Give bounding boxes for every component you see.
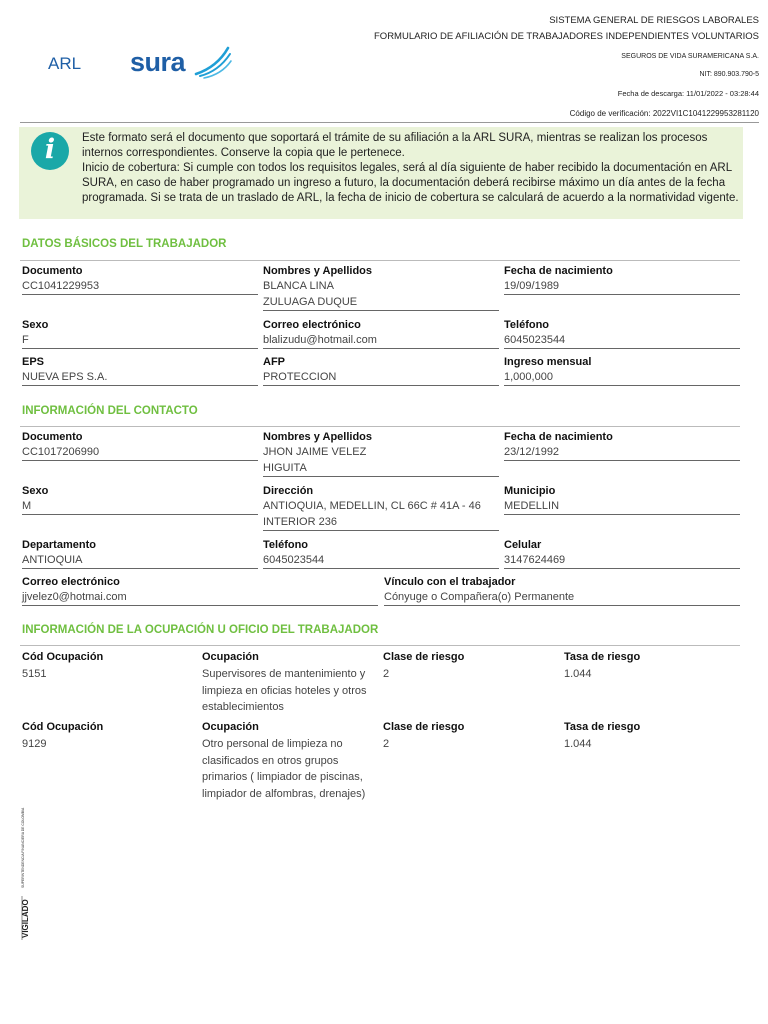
field-label: Fecha de nacimiento	[504, 431, 613, 443]
worker-sexo-field	[22, 318, 258, 349]
field-value: 6045023544	[504, 332, 740, 349]
field-value: 2	[383, 738, 390, 750]
sura-swoosh-icon	[194, 44, 234, 80]
worker-documento-field	[22, 264, 258, 295]
arl-sura-logo	[18, 30, 258, 102]
field-label: Vínculo con el trabajador	[384, 576, 516, 588]
worker-correo-field	[263, 318, 499, 349]
field-label: AFP	[263, 356, 285, 368]
contact-telefono-field	[263, 538, 499, 569]
field-value: 9129	[22, 738, 47, 750]
occupation-line: Otro personal de limpieza no	[202, 738, 343, 750]
field-label: Documento	[22, 265, 83, 277]
occupation-cod-field	[22, 650, 192, 682]
section-title-occupation: INFORMACIÓN DE LA OCUPACIÓN U OFICIO DEL TRABAJADOR	[22, 624, 379, 636]
info-icon: i	[31, 132, 69, 170]
sura-logo-text: sura	[130, 47, 186, 77]
field-label: Sexo	[22, 485, 49, 497]
occupation-description	[202, 666, 380, 716]
field-label: Nombres y Apellidos	[263, 431, 373, 443]
occupation-description	[202, 736, 380, 802]
field-label: Ingreso mensual	[504, 356, 592, 368]
field-label: Ocupación	[202, 721, 259, 733]
header-form-title: FORMULARIO DE AFILIACIÓN DE TRABAJADORES INDEPENDIENTES VOLUNTARIOS	[374, 31, 759, 42]
occupation-line: clasificados en otros grupos	[202, 754, 339, 767]
contact-direccion-field	[263, 484, 499, 531]
occupation-tasa-field	[564, 720, 734, 752]
occupation-line: Supervisores de mantenimiento y	[202, 668, 366, 680]
field-label: Departamento	[22, 539, 96, 551]
vigilado-stamp	[18, 800, 32, 940]
field-value: 1.044	[564, 738, 592, 750]
occupation-name-field	[202, 720, 380, 802]
field-value: ZULUAGA DUQUE	[263, 294, 499, 311]
field-label: Sexo	[22, 319, 49, 331]
worker-nacimiento-field	[504, 264, 740, 295]
field-label: Correo electrónico	[263, 319, 361, 331]
field-label: Documento	[22, 431, 83, 443]
field-label: Fecha de nacimiento	[504, 265, 613, 277]
contact-nombres-field	[263, 430, 499, 477]
field-value: 23/12/1992	[504, 444, 740, 461]
contact-nacimiento-field	[504, 430, 740, 461]
header-nit: NIT: 890.903.790-5	[699, 71, 759, 78]
field-value: 5151	[22, 668, 47, 680]
field-label: Cód Ocupación	[22, 651, 104, 663]
field-label: Correo electrónico	[22, 576, 120, 588]
header-verification-code: Código de verificación: 2022VI1C1041229953281120	[569, 109, 759, 118]
worker-nombres-field	[263, 264, 499, 311]
notice-paragraph-1: Este formato será el documento que soportará el trámite de su afiliación a la ARL SURA, mientras se realizan los procesos internos correspondientes. Conserve la copia que le pertenece.	[82, 132, 708, 159]
field-label: Ocupación	[202, 651, 259, 663]
notice-box	[19, 127, 743, 219]
contact-departamento-field	[22, 538, 258, 569]
field-label: Tasa de riesgo	[564, 721, 641, 733]
field-label: Clase de riesgo	[383, 651, 465, 663]
notice-text	[82, 131, 742, 206]
contact-celular-field	[504, 538, 740, 569]
field-value: 3147624469	[504, 552, 740, 569]
field-value: CC1017206990	[22, 444, 258, 461]
field-label: Teléfono	[504, 319, 550, 331]
field-label: Celular	[504, 539, 542, 551]
field-label: Tasa de riesgo	[564, 651, 641, 663]
field-value: 1,000,000	[504, 369, 740, 386]
occupation-cod-field	[22, 720, 192, 752]
field-value: NUEVA EPS S.A.	[22, 369, 258, 386]
header-download-date: Fecha de descarga: 11/01/2022 - 03:28:44	[617, 89, 759, 98]
arl-logo-text: ARL	[48, 54, 82, 73]
worker-ingreso-field	[504, 355, 740, 386]
worker-telefono-field	[504, 318, 740, 349]
field-value: M	[22, 498, 258, 515]
field-value: MEDELLIN	[504, 498, 740, 515]
worker-afp-field	[263, 355, 499, 386]
occupation-line: establecimientos	[202, 701, 284, 713]
header-divider	[20, 122, 759, 123]
field-value: PROTECCION	[263, 369, 499, 386]
field-value: ANTIOQUIA	[22, 552, 258, 569]
field-label: Nombres y Apellidos	[263, 265, 373, 277]
field-label: Clase de riesgo	[383, 721, 465, 733]
header-system: SISTEMA GENERAL DE RIESGOS LABORALES	[549, 15, 759, 26]
field-label: Municipio	[504, 485, 556, 497]
occupation-clase-field	[383, 650, 553, 682]
notice-paragraph-2: Inicio de cobertura: Si cumple con todos los requisitos legales, será al día siguiente de haber recibido la documentación en ARL SURA, en caso de haber programado un ingreso a futuro, la documentación deberá recibirse máximo un día antes de la fecha programada. Si se trata de un traslado de ARL, la fecha de inicio de cobertura se calculará de acuerdo a la normatividad vigente.	[82, 162, 739, 204]
field-label: Cód Ocupación	[22, 721, 104, 733]
vigilado-stamp-small: SUPERINTENDENCIA FINANCIERA DE COLOMBIA	[21, 807, 25, 888]
occupation-clase-field	[383, 720, 553, 752]
occupation-tasa-field	[564, 650, 734, 682]
contact-correo-field	[22, 575, 378, 606]
field-value: 6045023544	[263, 552, 499, 569]
occupation-line: primarios ( limpiador de piscinas,	[202, 771, 363, 783]
section-title-contact: INFORMACIÓN DEL CONTACTO	[22, 405, 198, 417]
field-value: 19/09/1989	[504, 278, 740, 295]
section-divider	[20, 645, 740, 646]
field-value: INTERIOR 236	[263, 514, 499, 531]
contact-municipio-field	[504, 484, 740, 515]
field-value: CC1041229953	[22, 278, 258, 295]
field-label: Teléfono	[263, 539, 309, 551]
field-value: jjvelez0@hotmai.com	[22, 589, 378, 606]
field-value: 1.044	[564, 668, 592, 680]
occupation-line: limpieza en oficias hoteles y otros	[202, 684, 367, 697]
field-label: EPS	[22, 356, 45, 368]
field-value: ANTIOQUIA, MEDELLIN, CL 66C # 41A - 46	[263, 500, 481, 512]
contact-vinculo-field	[384, 575, 740, 606]
occupation-name-field	[202, 650, 380, 716]
vigilado-stamp-word: VIGILADO	[21, 899, 30, 938]
contact-documento-field	[22, 430, 258, 461]
occupation-line: limpiador de alfombras, drenajes)	[202, 787, 366, 800]
section-divider	[20, 260, 740, 261]
header-company: SEGUROS DE VIDA SURAMERICANA S.A.	[621, 53, 759, 60]
field-value: BLANCA LINA	[263, 280, 334, 292]
worker-eps-field	[22, 355, 258, 386]
field-value: F	[22, 332, 258, 349]
field-value: 2	[383, 668, 390, 680]
field-value: Cónyuge o Compañera(o) Permanente	[384, 589, 740, 606]
section-divider	[20, 426, 740, 427]
contact-sexo-field	[22, 484, 258, 515]
section-title-worker: DATOS BÁSICOS DEL TRABAJADOR	[22, 238, 227, 250]
field-value: blalizudu@hotmail.com	[263, 332, 499, 349]
field-value: HIGUITA	[263, 460, 499, 477]
field-value: JHON JAIME VELEZ	[263, 446, 367, 458]
field-label: Dirección	[263, 485, 314, 497]
